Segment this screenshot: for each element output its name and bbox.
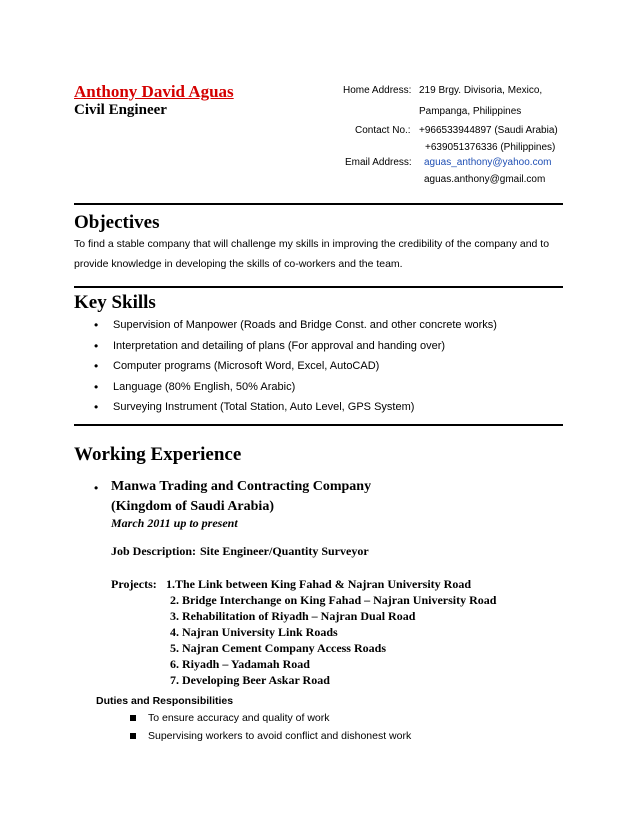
skill-item: • Supervision of Manpower (Roads and Bridge Const. and other concrete works) — [90, 316, 497, 337]
key-skills-list — [90, 316, 497, 419]
objectives-heading: Objectives — [74, 212, 160, 233]
email-label: Email Address: — [345, 157, 412, 168]
job-description — [111, 544, 373, 559]
project-item: 6. Riyadh – Yadamah Road — [170, 657, 310, 671]
duty-item: To ensure accuracy and quality of work — [128, 710, 411, 728]
bullet-icon: • — [94, 481, 99, 495]
divider-skills — [74, 424, 563, 426]
duties-list — [128, 710, 411, 746]
company-name: Manwa Trading and Contracting Company — [111, 479, 372, 494]
address-line-1: 219 Brgy. Divisoria, Mexico, — [419, 85, 543, 96]
applicant-title: Civil Engineer — [74, 102, 167, 118]
skill-item: • Computer programs (Microsoft Word, Excel, AutoCAD) — [90, 357, 497, 378]
working-experience-heading: Working Experience — [74, 444, 242, 465]
project-item: 3. Rehabilitation of Riyadh – Najran Dual Road — [170, 609, 416, 623]
divider-top — [74, 203, 563, 205]
phone-saudi: +966533944897 (Saudi Arabia) — [419, 125, 558, 136]
duties-heading: Duties and Responsibilities — [96, 695, 234, 707]
project-item: 2. Bridge Interchange on King Fahad – Najran University Road — [170, 593, 497, 607]
projects-label: Projects: — [111, 577, 157, 591]
job-description-label: Job Description: — [111, 544, 196, 558]
duty-item: Supervising workers to avoid conflict and dishonest work — [128, 728, 411, 746]
job-description-value: Site Engineer/Quantity Surveyor — [200, 544, 369, 558]
key-skills-heading: Key Skills — [74, 292, 156, 313]
skill-item: • Surveying Instrument (Total Station, Auto Level, GPS System) — [90, 398, 497, 419]
project-item: 7. Developing Beer Askar Road — [170, 673, 330, 687]
divider-objectives — [74, 286, 563, 288]
skill-item: • Language (80% English, 50% Arabic) — [90, 378, 497, 399]
project-item: 4. Najran University Link Roads — [170, 625, 338, 639]
phone-philippines: +639051376336 (Philippines) — [425, 142, 556, 153]
address-label: Home Address: — [343, 85, 412, 96]
address-line-2: Pampanga, Philippines — [419, 106, 522, 117]
project-item: 5. Najran Cement Company Access Roads — [170, 641, 386, 655]
contact-label: Contact No.: — [355, 125, 411, 136]
company-country: (Kingdom of Saudi Arabia) — [111, 499, 274, 514]
skill-item: • Interpretation and detailing of plans (For approval and handing over) — [90, 337, 497, 358]
email-secondary: aguas.anthony@gmail.com — [424, 174, 546, 185]
email-primary-link[interactable]: aguas_anthony@yahoo.com — [424, 157, 552, 168]
employment-period: March 2011 up to present — [111, 516, 238, 530]
applicant-name: Anthony David Aguas — [74, 82, 234, 101]
objectives-text: To find a stable company that will challenge my skills in improving the credibility of the company and to provide knowledge in developing the skills of co-workers and the team. — [74, 238, 550, 270]
project-item: 1.The Link between King Fahad & Najran University Road — [166, 577, 472, 591]
